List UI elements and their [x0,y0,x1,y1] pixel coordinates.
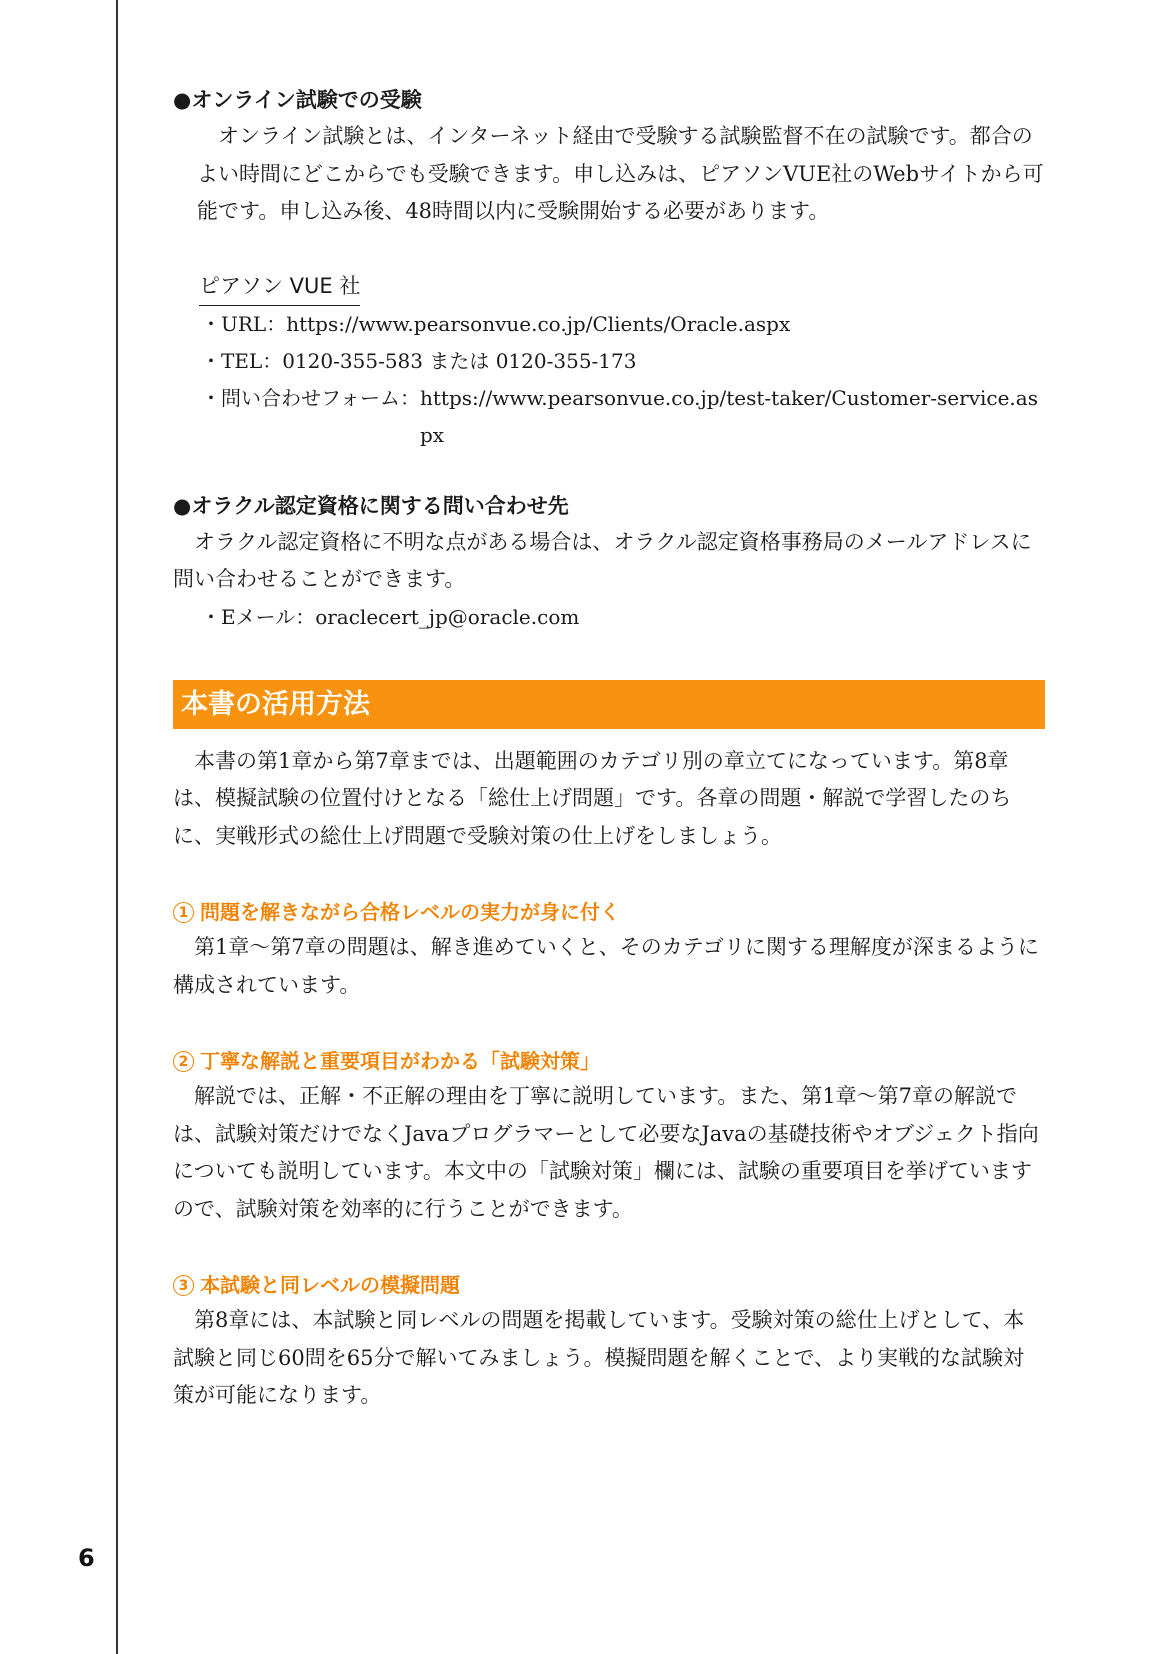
vendor-url-link[interactable]: https://www.pearsonvue.co.jp/Clients/Oracle.aspx [286,311,791,336]
point-1-title: 問題を解きながら合格レベルの実力が身に付く [200,900,620,924]
usage-section-heading: 本書の活用方法 [173,680,1045,729]
page-content [173,82,1045,1415]
circled-number-1: 1 [173,902,194,923]
vendor-form-link[interactable]: https://www.pearsonvue.co.jp/test-taker/Customer-service.aspx [420,385,1038,447]
point-3-heading [173,1268,1045,1302]
page-number: 6 [78,1544,95,1572]
vendor-form-item [201,380,1045,454]
point-1-heading [173,895,1045,929]
online-exam-heading: ●オンライン試験での受験 [173,88,422,112]
circled-number-2: 2 [173,1051,194,1072]
contact-email-label: ・Eメール： [201,604,316,629]
vendor-url-item [201,306,1045,343]
vendor-form-label: ・問い合わせフォーム： [201,385,420,410]
vendor-url-label: ・URL： [201,311,287,336]
contact-email-link[interactable]: oraclecert_jp@oracle.com [315,604,580,629]
vendor-tel-item [201,343,1045,380]
vendor-tel-value: 0120-355-583 または 0120-355-173 [282,348,637,373]
page-margin-rule [116,0,118,1654]
point-3-body: 第8章には、本試験と同レベルの問題を掲載しています。受験対策の総仕上げとして、本試験と同じ60問を65分で解いてみましょう。模擬問題を解くことで、より実戦的な試験対策が可能になります。 [173,1308,1025,1407]
online-exam-body: オンライン試験とは、インターネット経由で受験する試験監督不在の試験です。都合のよい時間にどこからでも受験できます。申し込みは、ピアソンVUE社のWebサイトから可能です。申し込み後、48時間以内に受験開始する必要があります。 [197,124,1044,223]
vendor-info-list [173,306,1045,454]
contact-email-item [201,599,1045,636]
circled-number-3: 3 [173,1275,194,1296]
point-3-title: 本試験と同レベルの模擬問題 [200,1273,460,1297]
vendor-name: ピアソン VUE 社 [199,269,360,306]
usage-intro: 本書の第1章から第7章までは、出題範囲のカテゴリ別の章立てになっています。第8章は、模擬試験の位置付けとなる「総仕上げ問題」です。各章の問題・解説で学習したのちに、実戦形式の総仕上げ問題で受験対策の仕上げをしましょう。 [173,748,1012,848]
contact-info-list [173,599,1045,636]
point-1-body: 第1章～第7章の問題は、解き進めていくと、そのカテゴリに関する理解度が深まるように構成されています。 [173,935,1039,997]
contact-heading: ●オラクル認定資格に関する問い合わせ先 [173,493,569,518]
point-2-title: 丁寧な解説と重要項目がわかる「試験対策」 [200,1049,600,1073]
vendor-tel-label: ・TEL： [201,348,283,373]
point-2-heading [173,1044,1045,1078]
point-2-body: 解説では、正解・不正解の理由を丁寧に説明しています。また、第1章～第7章の解説では、試験対策だけでなくJavaプログラマーとして必要なJavaの基礎技術やオブジェクト指向についても説明しています。本文中の「試験対策」欄には、試験の重要項目を挙げていますので、試験対策を効率的に行うことができます。 [173,1084,1039,1221]
contact-body: オラクル認定資格に不明な点がある場合は、オラクル認定資格事務局のメールアドレスに問い合わせることができます。 [173,529,1032,591]
